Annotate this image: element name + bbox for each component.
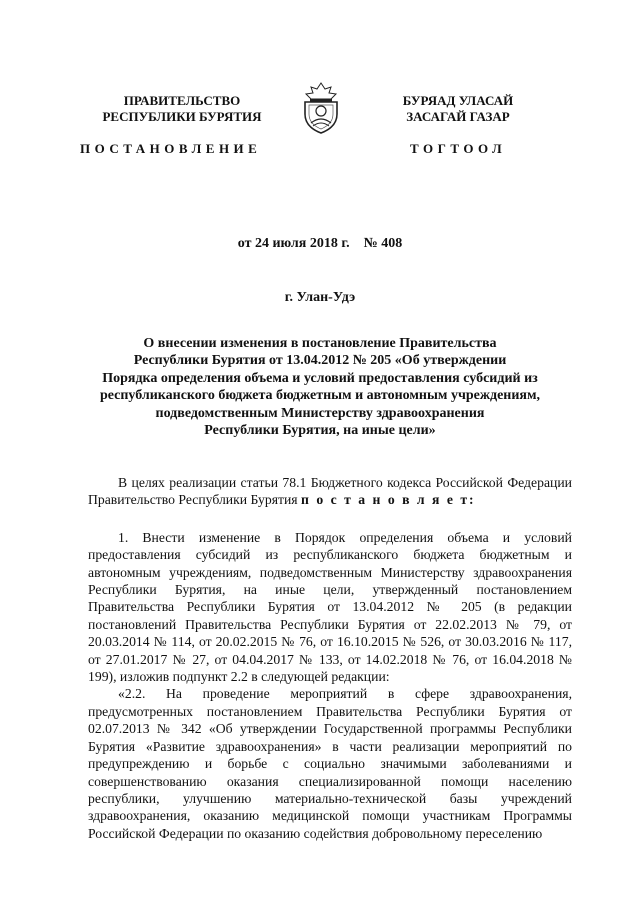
header-right-line2: ЗАСАГАЙ ГАЗАР	[406, 109, 510, 124]
city: г. Улан-Удэ	[284, 290, 356, 305]
item-1-text: 1. Внести изменение в Порядок определения объема и условий предоставления субсидий из республиканского бюджета бюджетным и автономным учреждениям, подведомственным Министерству здравоохранения Республики Бурятия, на иные цели, утвержденный постановлением Правительства Республики Бурятия от 13.04.2012 № 205 (в редакции постановлений Правительства Республики Бурятия от 22.02.2013 № 79, от 20.03.2014 № 114, от 20.02.2015 № 76, от 16.10.2015 № 526, от 30.03.2016 № 117, от 27.01.2017 № 27, от 04.04.2017 № 133, от 14.02.2018 № 76, от 16.04.2018 № 199), изложив подпункт 2.2 в следующей редакции:	[88, 529, 572, 685]
title-line: О внесении изменения в постановление Правительства	[143, 336, 497, 351]
header-right	[368, 93, 548, 125]
title-line: Республики Бурятия, на иные цели»	[204, 423, 436, 439]
header-left-line1: ПРАВИТЕЛЬСТВО	[123, 93, 241, 108]
document-body	[88, 474, 572, 842]
doc-type-bua: ТОГТООЛ	[410, 141, 507, 156]
document-date: от 24 июля 2018 г.	[237, 236, 350, 251]
header-right-line1: БУРЯАД УЛАСАЙ	[402, 93, 514, 108]
document-title	[88, 335, 552, 439]
title-line: Республики Бурятия от 13.04.2012 № 205 «Об утверждении	[133, 353, 507, 369]
doc-type-ru: ПОСТАНОВЛЕНИЕ	[80, 141, 262, 156]
preamble-text: В целях реализации статьи 78.1 Бюджетного кодекса Российской Федерации Правительство Республики Бурятия	[88, 475, 572, 508]
title-line: республиканского бюджета бюджетным и автономным учреждениям,	[99, 388, 541, 404]
document-number: № 408	[363, 236, 403, 251]
header-left	[92, 93, 272, 125]
item-2-paragraph	[88, 685, 572, 842]
coat-of-arms-icon	[298, 80, 344, 136]
header-left-line2: РЕСПУБЛИКИ БУРЯТИЯ	[102, 109, 262, 124]
item-2-text: «2.2. На проведение мероприятий в сфере здравоохранения, предусмотренных постановлением Правительства Республики Бурятия от 02.07.2013 № 342 «Об утверждении Государственной программы Республики Бурятия «Развитие здравоохранения» в части реализации мероприятий по предупреждению и борьбе с социально значимыми заболеваниями и совершенствованию оказания специализированной помощи населению республики, улучшению материально-технической базы учреждений здравоохранения, оказанию медицинской помощи участникам Программы Российской Федерации по оказанию содействия добровольному переселению	[88, 686, 572, 841]
title-line: подведомственным Министерству здравоохранения	[155, 405, 485, 421]
preamble-paragraph	[88, 474, 572, 509]
title-line: Порядка определения объема и условий предоставления субсидий из	[102, 370, 538, 386]
date-line	[0, 236, 640, 252]
preamble-action: п о с т а н о в л я е т:	[301, 492, 476, 508]
item-1-paragraph	[88, 529, 572, 686]
